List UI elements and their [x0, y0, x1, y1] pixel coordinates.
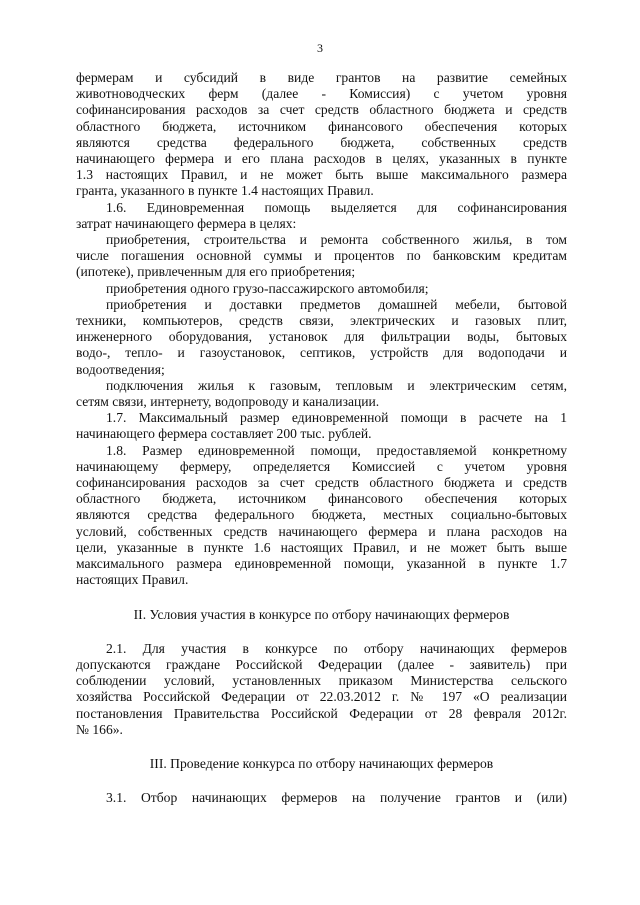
- text-line: являются средства федерального бюджета, местных социально-бытовых: [76, 507, 567, 523]
- text-line: (ипотеке), привлеченным для его приобретения;: [76, 264, 356, 280]
- text-line: начинающему фермеру, определяется Комиссией с учетом уровня: [76, 458, 567, 474]
- text-line: 1.3 настоящих Правил, и не может быть выше максимального размера: [76, 167, 567, 183]
- text-line: затрат начинающего фермера в целях:: [76, 215, 297, 231]
- text-line: максимального размера единовременной помощи, указанной в пункте 1.7: [76, 556, 567, 572]
- text-line: постановления Правительства Российской Федерации от 28 февраля 2012г.: [76, 705, 567, 721]
- text-line: софинансирования расходов за счет средств областного бюджета и средств: [76, 102, 567, 118]
- text-line: 1.7. Максимальный размер единовременной помощи в расчете на 1: [106, 410, 567, 426]
- text-line: сетям связи, интернету, водопроводу и канализации.: [76, 394, 380, 410]
- text-line: начинающего фермера составляет 200 тыс. рублей.: [76, 426, 372, 442]
- text-line: хозяйства Российской Федерации от 22.03.2012 г. № 197 «О реализации: [76, 689, 567, 705]
- paragraph-2-1: [76, 641, 567, 738]
- text-line: 2.1. Для участия в конкурсе по отбору начинающих фермеров: [106, 640, 567, 656]
- paragraph-1-8: [76, 443, 567, 589]
- text-line: водо-, тепло- и газоустановок, септиков, устройств для водоподачи и: [76, 345, 567, 361]
- text-line: подключения жилья к газовым, тепловым и электрическим сетям,: [106, 377, 567, 393]
- text-line: № 166».: [76, 721, 123, 737]
- text-line: инженерного оборудования, установок для фильтрации воды, бытовых: [76, 329, 567, 345]
- text-line: допускаются граждане Российской Федерации (далее - заявитель) при: [76, 656, 567, 672]
- list-item-housing: [76, 232, 567, 281]
- text-line: условий, собственных средств начинающего фермера и плана расходов на: [76, 523, 567, 539]
- text-line: техники, компьютеров, средств связи, электрических и газовых плит,: [76, 313, 567, 329]
- text-line: областного бюджета, источником финансового обеспечения которых: [76, 118, 567, 134]
- text-line: приобретения и доставки предметов домашней мебели, бытовой: [106, 296, 567, 312]
- text-line: числе погашения основной суммы и процентов по банковским кредитам: [76, 248, 567, 264]
- text-line: областного бюджета, источником финансового обеспечения которых: [76, 491, 567, 507]
- text-line: являются средства федерального бюджета, собственных средств: [76, 134, 567, 150]
- document-body: [76, 70, 567, 806]
- text-line: водоотведения;: [76, 361, 165, 377]
- list-item-furniture: [76, 297, 567, 378]
- page-number: 3: [317, 41, 323, 55]
- text-line: цели, указанные в пункте 1.6 настоящих Правил, и не может быть выше: [76, 539, 567, 555]
- list-item-vehicle: [76, 281, 567, 297]
- text-line: соблюдении условий, установленных приказом Министерства сельского: [76, 673, 567, 689]
- text-line: приобретения одного грузо-пассажирского автомобиля;: [106, 280, 429, 296]
- paragraph-3-1: [76, 790, 567, 806]
- text-line: животноводческих ферм (далее - Комиссия) с учетом уровня: [76, 86, 567, 102]
- section-heading-2: II. Условия участия в конкурсе по отбору начинающих фермеров: [133, 606, 510, 622]
- paragraph-continuation: [76, 70, 567, 200]
- text-line: фермерам и субсидий в виде грантов на развитие семейных: [76, 70, 567, 85]
- text-line: гранта, указанного в пункте 1.4 настоящих Правил.: [76, 183, 374, 199]
- text-line: 1.8. Размер единовременной помощи, предоставляемой конкретному: [106, 442, 567, 458]
- text-line: 3.1. Отбор начинающих фермеров на получение грантов и (или): [106, 790, 567, 806]
- text-line: настоящих Правил.: [76, 572, 189, 588]
- text-line: приобретения, строительства и ремонта собственного жилья, в том: [106, 232, 567, 248]
- paragraph-1-6: [76, 200, 567, 232]
- text-line: софинансирования расходов за счет средств областного бюджета и средств: [76, 475, 567, 491]
- paragraph-1-7: [76, 410, 567, 442]
- text-line: 1.6. Единовременная помощь выделяется для софинансирования: [106, 199, 567, 215]
- section-heading-3: III. Проведение конкурса по отбору начинающих фермеров: [149, 755, 494, 771]
- list-item-utilities: [76, 378, 567, 410]
- text-line: начинающего фермера и его плана расходов в целях, указанных в пункте: [76, 151, 567, 167]
